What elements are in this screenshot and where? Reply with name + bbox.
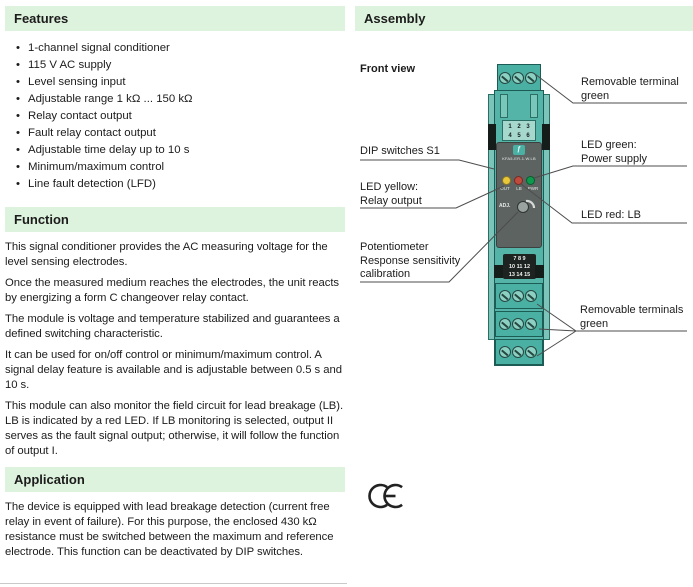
mounting-clip bbox=[488, 124, 496, 150]
function-paragraph: Once the measured medium reaches the electrodes, the unit reacts by energizing a form C changeover relay contact. bbox=[5, 277, 340, 304]
callout-text: calibration bbox=[360, 268, 411, 280]
terminal-screw-icon bbox=[525, 290, 537, 302]
led-label: LB bbox=[516, 186, 522, 191]
terminal-number-row: 1 2 3 bbox=[508, 124, 530, 130]
terminal-numbers-bottom bbox=[503, 254, 536, 279]
bullet-icon: • bbox=[16, 42, 20, 54]
bullet-icon: • bbox=[16, 127, 20, 139]
page-bottom-divider bbox=[0, 583, 347, 584]
feature-text: 1-channel signal conditioner bbox=[28, 42, 170, 54]
list-item bbox=[5, 91, 345, 108]
callout-line-dip-switches bbox=[360, 160, 494, 169]
callout-potentiometer bbox=[360, 241, 460, 282]
callout-dip-switches bbox=[360, 145, 440, 159]
device-model-label: KFA5-ER-1.W.LB bbox=[502, 156, 536, 161]
feature-text: Adjustable range 1 kΩ ... 150 kΩ bbox=[28, 93, 193, 105]
callout-text: Potentiometer bbox=[360, 241, 429, 253]
mounting-clip bbox=[542, 124, 550, 150]
terminal-number-row: 4 5 6 bbox=[508, 133, 530, 139]
assembly-section-header: Assembly bbox=[355, 6, 693, 31]
function-paragraph: The module is voltage and temperature stabilized and guarantees a defined switching characteristic. bbox=[5, 313, 340, 340]
features-list bbox=[5, 40, 345, 193]
mounting-clip bbox=[535, 265, 544, 278]
housing-slot bbox=[530, 94, 538, 118]
callout-text: green bbox=[581, 89, 610, 102]
callout-text: Response sensitivity bbox=[360, 254, 461, 267]
led-red-icon bbox=[514, 176, 523, 185]
terminal-screw-icon bbox=[525, 318, 537, 330]
led-green-icon bbox=[526, 176, 535, 185]
list-item bbox=[5, 40, 345, 57]
terminal-screw-icon bbox=[499, 72, 511, 84]
callout-text: DIP switches S1 bbox=[360, 145, 440, 157]
callout-text: Relay output bbox=[360, 194, 422, 207]
terminal-screw-icon bbox=[499, 290, 511, 302]
terminal-numbers-top bbox=[502, 120, 536, 141]
bullet-icon: • bbox=[16, 110, 20, 122]
terminal-number-row: 7 8 9 bbox=[513, 256, 526, 262]
terminal-screw-icon bbox=[512, 290, 524, 302]
function-section-header: Function bbox=[5, 207, 345, 232]
terminal-number-row: 13 14 15 bbox=[508, 272, 531, 278]
callout-text: Power supply bbox=[581, 152, 648, 165]
list-item bbox=[5, 125, 345, 142]
bullet-icon: • bbox=[16, 59, 20, 71]
callout-text: Removable terminal bbox=[581, 76, 679, 88]
brand-logo-icon: ƒ bbox=[513, 145, 525, 155]
front-view-label: Front view bbox=[360, 63, 416, 75]
list-item bbox=[5, 74, 345, 91]
list-item bbox=[5, 159, 345, 176]
callout-text: LED yellow: bbox=[360, 181, 419, 193]
pot-adjust-label: ADJ. bbox=[499, 203, 511, 209]
callout-removable-terminals-bottom bbox=[580, 304, 683, 331]
feature-text: 115 V AC supply bbox=[28, 59, 112, 71]
feature-text: Fault relay contact output bbox=[28, 127, 156, 139]
terminal-screw-icon bbox=[499, 346, 511, 358]
list-item bbox=[5, 176, 345, 193]
terminal-number-row: 10 11 12 bbox=[508, 264, 531, 270]
led-label: OUT bbox=[500, 186, 510, 191]
callout-line-led-green bbox=[534, 166, 687, 178]
bullet-icon: • bbox=[16, 144, 20, 156]
callout-led-green bbox=[581, 139, 647, 166]
function-paragraph: This module can also monitor the field circuit for lead breakage (LB). LB is indicated by a red LED. If LB monitoring is selected, output II serves as the fault signal output; otherwise, it will follow the function of output I. bbox=[5, 400, 344, 457]
list-item bbox=[5, 57, 345, 74]
bullet-icon: • bbox=[16, 93, 20, 105]
led-yellow-icon bbox=[502, 176, 511, 185]
function-paragraph: It can be used for on/off control or minimum/maximum control. A signal delay feature is available and is adjustable between 0.5 s and 10 s. bbox=[5, 349, 342, 391]
feature-text: Level sensing input bbox=[28, 76, 126, 88]
bullet-icon: • bbox=[16, 161, 20, 173]
list-item bbox=[5, 108, 345, 125]
ce-mark-icon bbox=[368, 481, 406, 511]
application-section-header: Application bbox=[5, 467, 345, 492]
features-section-header: Features bbox=[5, 6, 345, 31]
feature-text: Line fault detection (LFD) bbox=[28, 178, 156, 190]
mounting-clip bbox=[494, 265, 503, 278]
led-label: PWR bbox=[527, 186, 539, 191]
callout-text: green bbox=[580, 317, 609, 330]
feature-text: Minimum/maximum control bbox=[28, 161, 165, 173]
terminal-screw-icon bbox=[499, 318, 511, 330]
terminal-screw-icon bbox=[512, 346, 524, 358]
list-item bbox=[5, 142, 345, 159]
callout-led-yellow bbox=[360, 181, 422, 208]
terminal-screw-icon bbox=[512, 72, 524, 84]
bullet-icon: • bbox=[16, 178, 20, 190]
terminal-screw-icon bbox=[525, 72, 537, 84]
feature-text: Relay contact output bbox=[28, 110, 132, 122]
left-column bbox=[5, 6, 345, 560]
terminal-screw-icon bbox=[512, 318, 524, 330]
led-labels-row bbox=[498, 186, 540, 191]
callout-text: LED green: bbox=[581, 139, 637, 151]
callout-removable-terminal-top bbox=[581, 76, 679, 103]
application-paragraph: The device is equipped with lead breakage detection (current free relay in event of failure). For this purpose, the enclosed 430 kΩ resistance must be switched between the maximum and reference electrode. This function can be deactivated by DIP switches. bbox=[5, 501, 334, 558]
feature-text: Adjustable time delay up to 10 s bbox=[28, 144, 190, 156]
housing-slot bbox=[500, 94, 508, 118]
function-paragraph: This signal conditioner provides the AC measuring voltage for the level sensing electrodes. bbox=[5, 241, 328, 268]
callout-led-red bbox=[581, 209, 641, 223]
terminal-screw-icon bbox=[525, 346, 537, 358]
callout-text: Removable terminals bbox=[580, 304, 684, 316]
bullet-icon: • bbox=[16, 76, 20, 88]
potentiometer-knob bbox=[517, 201, 529, 213]
callout-text: LED red: LB bbox=[581, 209, 641, 221]
